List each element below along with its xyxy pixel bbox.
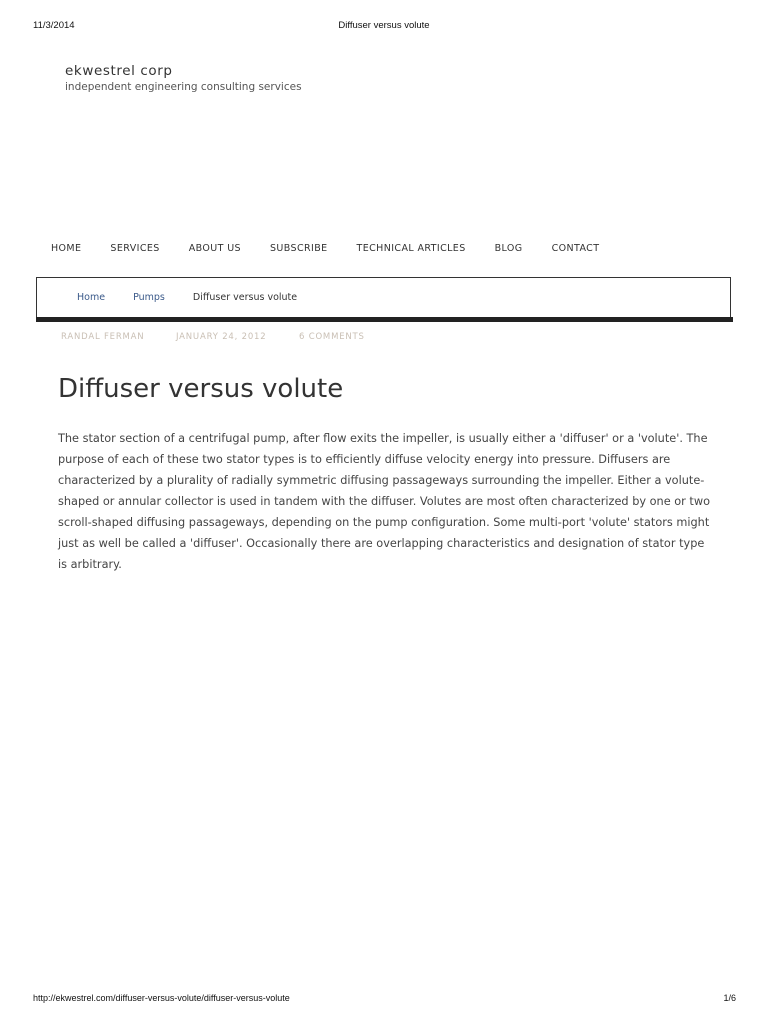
nav-item-blog[interactable]: BLOG xyxy=(494,243,523,254)
post-comments-link[interactable]: 6 COMMENTS xyxy=(299,332,365,342)
post-author-link[interactable]: RANDAL FERMAN xyxy=(61,332,145,342)
nav-item-subscribe[interactable]: SUBSCRIBE xyxy=(270,243,328,254)
breadcrumb-divider xyxy=(36,317,733,322)
nav-item-contact[interactable]: CONTACT xyxy=(551,243,600,254)
nav-item-about-us[interactable]: ABOUT US xyxy=(188,243,241,254)
site-title-link[interactable]: ekwestrel corp xyxy=(65,63,173,79)
print-header-title: Diffuser versus volute xyxy=(338,20,430,31)
breadcrumb-pumps-link[interactable]: Pumps xyxy=(133,292,165,303)
breadcrumb-trail xyxy=(77,292,297,303)
breadcrumb-current: Diffuser versus volute xyxy=(192,292,298,303)
nav-item-services[interactable]: SERVICES xyxy=(110,243,160,254)
post-title: Diffuser versus volute xyxy=(58,374,344,404)
print-footer-page-number: 1/6 xyxy=(723,993,736,1003)
post-body: The stator section of a centrifugal pump, after flow exits the impeller, is usually either a 'diffuser' or a 'volute'. The purpose of each of these two stator types is to efficiently diffuse velocity energy into pressure. Diffusers are characterized by a plurality of radially symmetric diffusing passageways surrounding the impeller. Either a volute-shaped or annular collector is used in tandem with the diffuser. Volutes are most often characterized by one or two scroll-shaped diffusing passageways, depending on the pump configuration. Some multi-port 'volute' stators might just as well be called a 'diffuser'. Occasionally there are overlapping characteristics and designation of stator type is arbitrary. xyxy=(58,432,710,571)
breadcrumb-home-link[interactable]: Home xyxy=(77,292,106,303)
nav-item-technical-articles[interactable]: TECHNICAL ARTICLES xyxy=(356,243,466,254)
site-tagline: independent engineering consulting services xyxy=(65,81,302,93)
post-date[interactable]: JANUARY 24, 2012 xyxy=(176,332,267,342)
print-header-date: 11/3/2014 xyxy=(33,20,75,31)
print-footer-url: http://ekwestrel.com/diffuser-versus-volute/diffuser-versus-volute xyxy=(33,993,290,1003)
main-nav xyxy=(51,243,628,254)
nav-item-home[interactable]: HOME xyxy=(51,243,82,254)
